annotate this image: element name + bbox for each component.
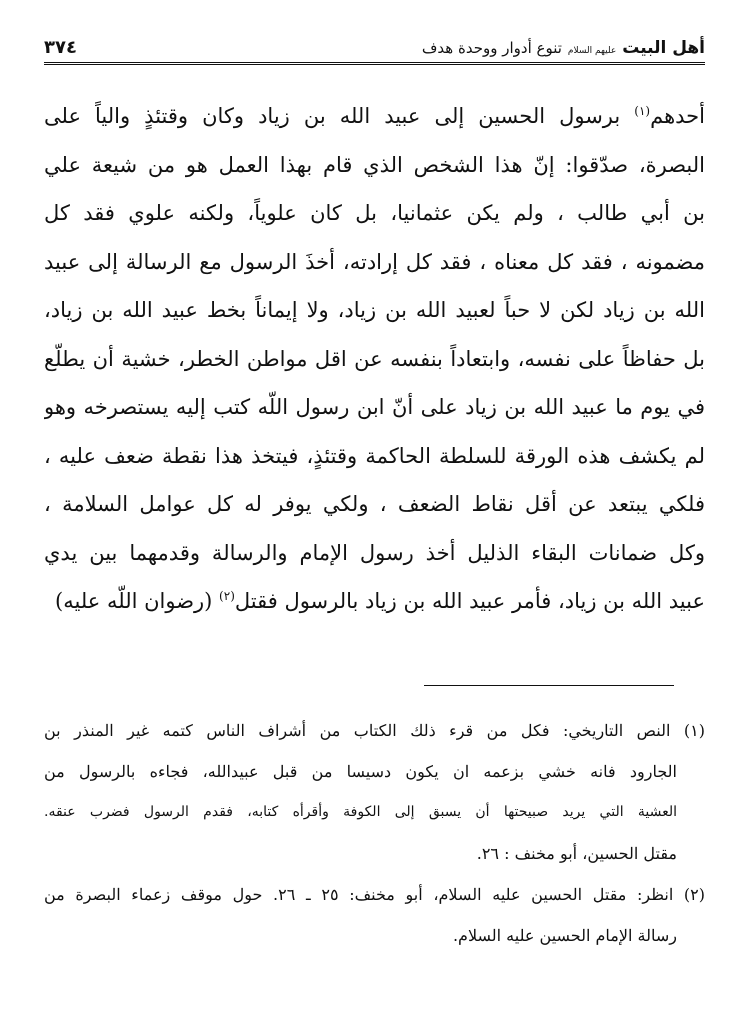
text-line: البصرة، صدّقوا: إنّ هذا الشخص الذي قام بهذا العمل هو من شيعة علي: [44, 152, 705, 177]
footnote-1-source: مقتل الحسين، أبو مخنف : ٢٦.: [476, 844, 677, 863]
footnote-2-line: (٢) انظر: مقتل الحسين عليه السلام، أبو مخنف: ٢٥ ـ ٢٦. حول موقف زعماء البصرة من: [44, 885, 705, 904]
text-line: الله بن زياد لكن لا حباً لعبيد الله بن زياد، ولا إيماناً بخط عبيد الله بن زياد،: [44, 298, 705, 322]
book-title: أهل البيت: [622, 38, 705, 58]
text-line: في يوم ما عبيد الله بن زياد على أنّ ابن رسول اللّه كتب إليه يستصرخه وهو: [44, 395, 705, 419]
footnote-ref-2[interactable]: (٢): [219, 589, 235, 603]
footnote-divider: [424, 685, 674, 686]
text-line: بل حفاظاً على نفسه، وابتعاداً بنفسه عن اقل مواطن الخطر، خشية أن يطلّع: [44, 346, 705, 371]
blessing-mark: عليهم السلام: [567, 46, 617, 56]
main-text: [44, 92, 705, 626]
footnote-1-line: العشية التي يريد صبيحتها أن يسبق إلى الكوفة وأقرأه كتابه، فقدم الرسول فضرب عنقه.: [44, 804, 677, 820]
text-line: عبيد الله بن زياد، فأمر عبيد الله بن زياد بالرسول فقتل$^{(٢)}$ (رضوان اللّه عليه): [55, 589, 705, 613]
book-subtitle: تنوع أدوار ووحدة هدف: [421, 39, 562, 57]
text-line: وكل ضمانات البقاء الذليل أخذ رسول الإمام والرسالة وقدمهما بين يدي: [44, 540, 705, 565]
text-line: بن أبي طالب ، ولم يكن عثمانيا، بل كان علوياً، ولكنه علوي فقد كل: [44, 201, 705, 225]
footnote-ref-1[interactable]: (١): [634, 104, 651, 118]
text-line: أحدهم$^{(١)}$ برسول الحسين إلى عبيد الله بن زياد وكان وقتئذٍ والياً على: [44, 104, 705, 128]
footnote-1-line: الجارود فانه خشي بزعمه ان يكون دسيسا من قبل عبيدالله، فجاءه بالرسول من: [44, 762, 677, 781]
running-title: [422, 38, 705, 58]
page-number: ٣٧٤: [44, 37, 77, 58]
text-line: فلكي يبتعد عن أقل نقاط الضعف ، ولكي يوفر له كل عوامل السلامة ،: [44, 492, 705, 516]
footnote-2-line: رسالة الإمام الحسين عليه السلام.: [452, 926, 677, 945]
running-header: [44, 28, 705, 65]
text-line: مضمونه ، فقد كل معناه ، فقد كل إرادته، أخذَ الرسول مع الرسالة إلى عبيد: [44, 249, 705, 274]
footnotes: [44, 710, 705, 956]
text-line: لم يكشف هذه الورقة للسلطة الحاكمة وقتئذٍ، فيتخذ هذا نقطة ضعف عليه ،: [44, 443, 705, 468]
footnote-1-line: (١) النص التاريخي: فكل من قرء ذلك الكتاب من أشراف الناس كتمه غير المنذر بن: [44, 721, 705, 740]
